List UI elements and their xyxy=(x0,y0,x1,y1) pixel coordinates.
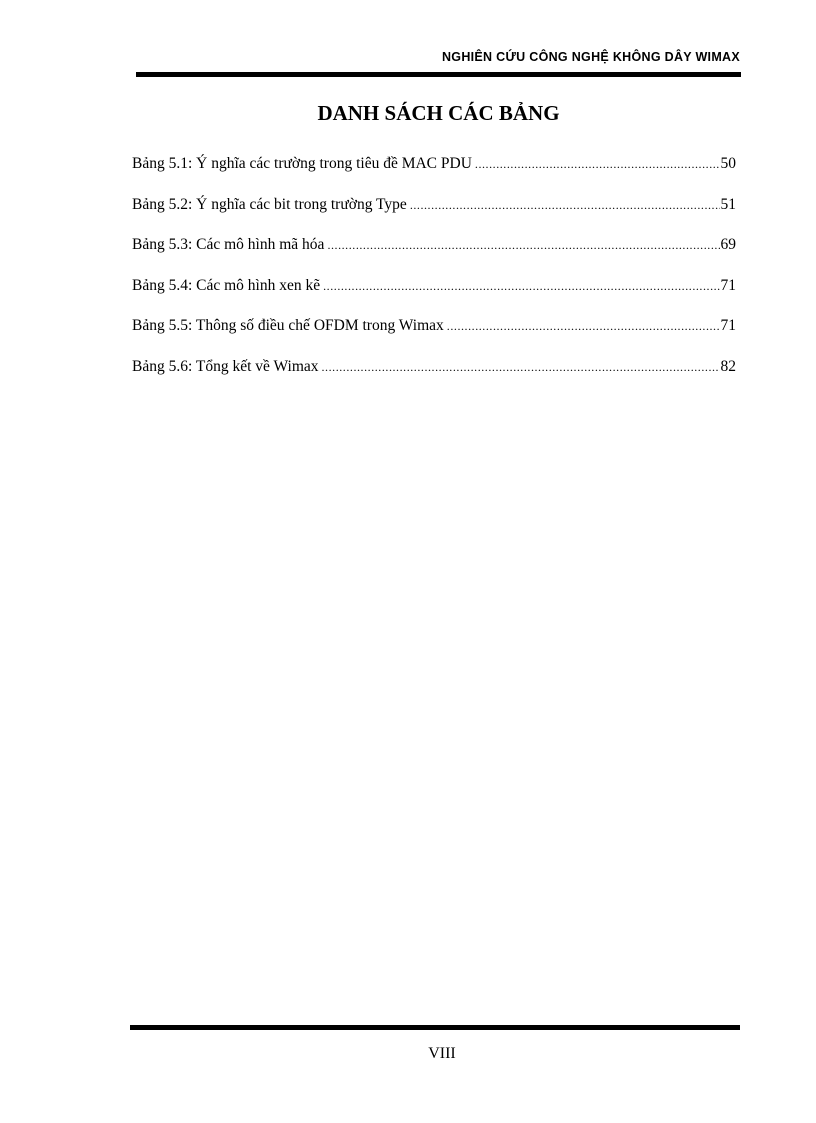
footer-rule xyxy=(130,1025,740,1030)
toc-entry-label: Bảng 5.1: Ý nghĩa các trường trong tiêu đề MAC PDU xyxy=(132,155,472,172)
dot-leader xyxy=(327,234,719,256)
toc-entry[interactable] xyxy=(132,194,736,216)
toc-entry-label: Bảng 5.5: Thông số điều chế OFDM trong Wimax xyxy=(132,317,444,334)
toc-entry-page: 82 xyxy=(720,357,736,375)
toc-entry[interactable] xyxy=(132,275,736,297)
toc-entry-label: Bảng 5.4: Các mô hình xen kẽ xyxy=(132,276,321,294)
dot-leader xyxy=(322,356,720,378)
toc-entry[interactable] xyxy=(132,234,736,256)
dot-leader xyxy=(447,315,720,337)
running-header: NGHIÊN CỨU CÔNG NGHỆ KHÔNG DÂY WIMAX xyxy=(441,50,740,64)
page-title: DANH SÁCH CÁC BẢNG xyxy=(317,101,560,125)
toc-entry-label: Bảng 5.3: Các mô hình mã hóa xyxy=(132,236,325,253)
table-list xyxy=(132,153,736,396)
toc-entry[interactable] xyxy=(132,153,736,175)
toc-entry-label: Bảng 5.2: Ý nghĩa các bit trong trường Type xyxy=(132,195,407,213)
dot-leader xyxy=(323,275,719,297)
header-rule xyxy=(136,72,741,77)
dot-leader xyxy=(410,194,720,216)
toc-entry[interactable] xyxy=(132,356,736,378)
dot-leader xyxy=(475,153,720,175)
toc-entry-page: 69 xyxy=(720,236,736,253)
page-number: VIII xyxy=(428,1045,456,1062)
toc-entry[interactable] xyxy=(132,315,736,337)
toc-entry-page: 71 xyxy=(720,317,736,334)
toc-entry-label: Bảng 5.6: Tổng kết về Wimax xyxy=(132,357,319,375)
toc-entry-page: 51 xyxy=(720,195,736,213)
toc-entry-page: 71 xyxy=(720,276,736,294)
toc-entry-page: 50 xyxy=(720,155,736,172)
